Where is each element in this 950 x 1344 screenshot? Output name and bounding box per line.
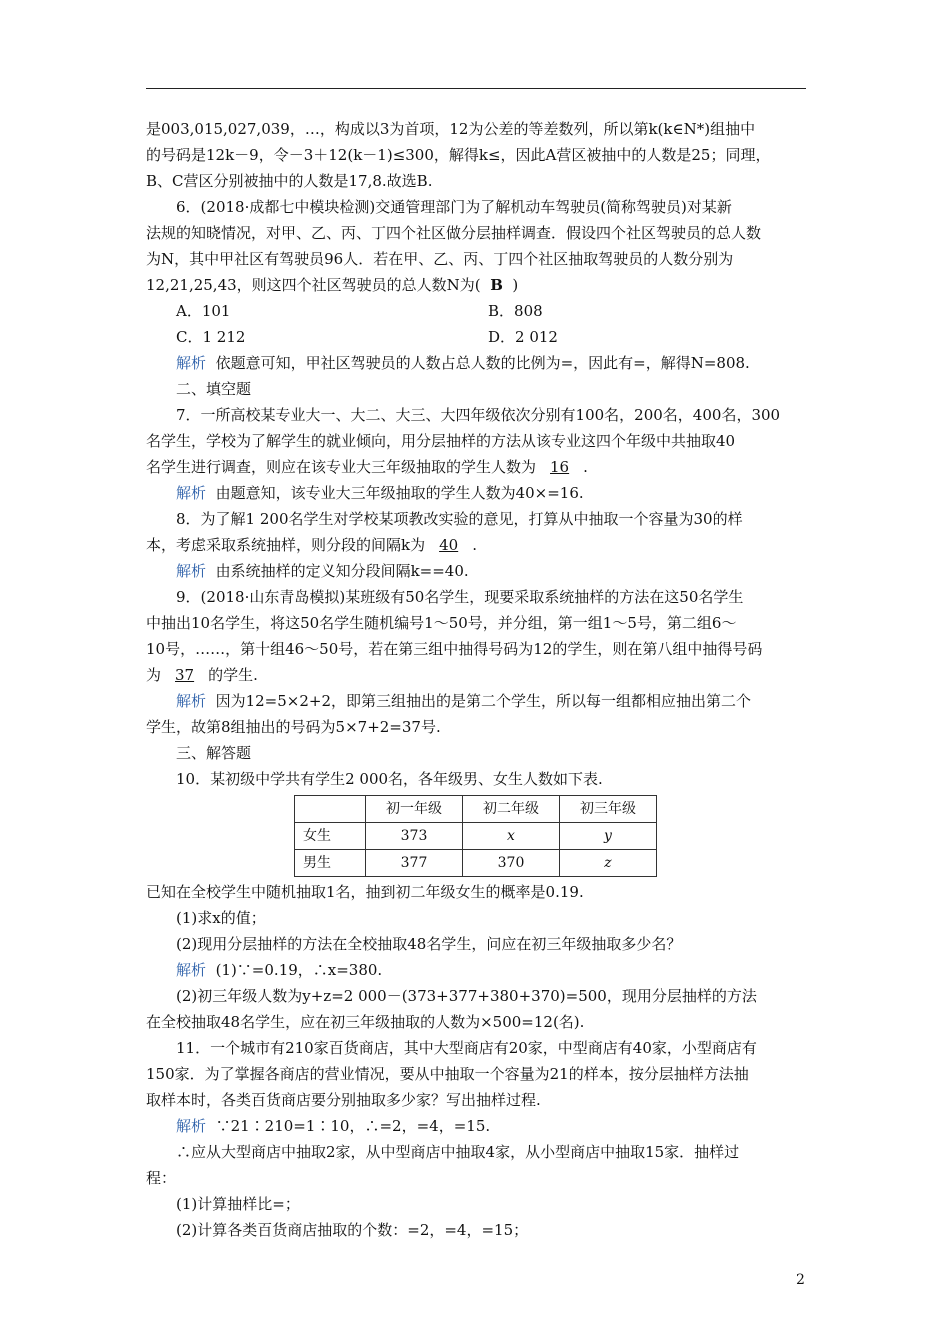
question-9: 9．(2018·山东青岛模拟)某班级有50名学生，现要采取系统抽样的方法在这50名学生 [176, 588, 744, 606]
solution-text: 依题意可知，甲社区驾驶员的人数占总人数的比例为=，因此有=，解得N=808. [215, 354, 750, 372]
text-span: 本，考虑采取系统抽样，则分段的间隔k为 [146, 536, 426, 554]
table-cell: x [463, 823, 560, 850]
text-span: 的学生. [208, 666, 258, 684]
solution-10 [146, 957, 810, 983]
text-line: ∴应从大型商店中抽取2家，从中型商店中抽取4家，从小型商店中抽取15家．抽样过 [176, 1143, 740, 1161]
solution-11 [146, 1113, 810, 1139]
solution-text: 由系统抽样的定义知分段间隔k==40. [215, 562, 469, 580]
text-line: 为N，其中甲社区有驾驶员96人．若在甲、乙、丙、丁四个社区抽取驾驶员的人数分别为 [146, 250, 734, 268]
solution-text: 因为12=5×2+2，即第三组抽出的是第二个学生，所以每一组都相应抽出第二个 [215, 692, 751, 710]
text-line: 取样本时，各类百货商店要分别抽取多少家？写出抽样过程. [146, 1091, 541, 1109]
section-heading: 三、解答题 [176, 744, 252, 762]
table-cell: 男生 [295, 850, 366, 877]
solution-9 [146, 688, 810, 714]
analysis-label: 解析 [176, 562, 207, 580]
text-line [146, 454, 810, 480]
analysis-label: 解析 [176, 484, 207, 502]
table-row [295, 850, 657, 877]
table-header-cell: 初二年级 [463, 796, 560, 823]
page-number: 2 [796, 1272, 805, 1288]
table-cell: 370 [463, 850, 560, 877]
table-header-row [295, 796, 657, 823]
text-line: (1)计算抽样比=； [176, 1195, 300, 1213]
option-c: C．1 212 [176, 328, 246, 346]
text-span: ) [512, 276, 519, 294]
text-line: 在全校抽取48名学生，应在初三年级抽取的人数为×500=12(名). [146, 1013, 585, 1031]
question-10: 10．某初级中学共有学生2 000名，各年级男、女生人数如下表. [176, 770, 603, 788]
text-line: 是003,015,027,039，…，构成以3为首项，12为公差的等差数列，所以第k(k∈N*)组抽中 [146, 120, 756, 138]
text-line [146, 272, 810, 298]
document-body [146, 116, 810, 1243]
question-7: 7．一所高校某专业大一、大二、大三、大四年级依次分别有100名，200名，400名，300 [176, 406, 781, 424]
text-line: (2)初三年级人数为y+z=2 000－(373+377+380+370)=500，现用分层抽样的方法 [176, 987, 757, 1005]
text-line: 学生，故第8组抽出的号码为5×7+2=37号. [146, 718, 441, 736]
option-b: B．808 [488, 302, 543, 320]
option-a: A．101 [176, 302, 231, 320]
text-span: . [583, 458, 588, 476]
table-cell: 373 [366, 823, 463, 850]
text-span: . [472, 536, 477, 554]
answer-8: 40 [439, 536, 459, 554]
answer-9: 37 [175, 666, 195, 684]
answer-6: B [490, 276, 503, 294]
answer-7: 16 [550, 458, 570, 476]
text-line [146, 662, 810, 688]
question-8: 8．为了解1 200名学生对学校某项教改实验的意见，打算从中抽取一个容量为30的样 [176, 510, 743, 528]
text-span: 为 [146, 666, 162, 684]
options-row [146, 298, 810, 324]
solution-6 [146, 350, 810, 376]
text-line: 已知在全校学生中随机抽取1名，抽到初二年级女生的概率是0.19. [146, 883, 584, 901]
text-line: 150家．为了掌握各商店的营业情况，要从中抽取一个容量为21的样本，按分层抽样方法抽 [146, 1065, 749, 1083]
analysis-label: 解析 [176, 1117, 207, 1135]
table-cell [295, 796, 366, 823]
text-span: 12,21,25,43，则这四个社区驾驶员的总人数N为( [146, 276, 481, 294]
table-cell: z [560, 850, 657, 877]
text-span: 名学生进行调查，则应在该专业大三年级抽取的学生人数为 [146, 458, 537, 476]
header-rule [146, 88, 806, 89]
table-header-cell: 初一年级 [366, 796, 463, 823]
text-line: 名学生，学校为了解学生的就业倾向，用分层抽样的方法从该专业这四个年级中共抽取40 [146, 432, 736, 450]
analysis-label: 解析 [176, 961, 207, 979]
text-line: B、C营区分别被抽中的人数是17,8.故选B. [146, 172, 433, 190]
analysis-label: 解析 [176, 354, 207, 372]
solution-text: ∵21∶210=1∶10，∴=2，=4，=15. [215, 1117, 491, 1135]
solution-8 [146, 558, 810, 584]
question-11: 11．一个城市有210家百货商店，其中大型商店有20家，中型商店有40家，小型商店有 [176, 1039, 757, 1057]
section-heading: 二、填空题 [176, 380, 252, 398]
text-line: (1)求x的值； [176, 909, 266, 927]
text-line: 10号，……，第十组46～50号，若在第三组中抽得号码为12的学生，则在第八组中抽得号码 [146, 640, 763, 658]
solution-text: 由题意知，该专业大三年级抽取的学生人数为40×=16. [215, 484, 584, 502]
table-row [295, 823, 657, 850]
question-6: 6．(2018·成都七中模块检测)交通管理部门为了解机动车驾驶员(简称驾驶员)对某新 [176, 198, 732, 216]
text-line [146, 532, 810, 558]
table-cell: y [560, 823, 657, 850]
options-row [146, 324, 810, 350]
text-line: 中抽出10名学生，将这50名学生随机编号1～50号，并分组，第一组1～5号，第二组6～ [146, 614, 737, 632]
text-line: 程： [146, 1169, 177, 1187]
table-cell: 377 [366, 850, 463, 877]
option-d: D．2 012 [488, 328, 558, 346]
grades-table [294, 795, 657, 877]
text-line: 法规的知晓情况，对甲、乙、丙、丁四个社区做分层抽样调查．假设四个社区驾驶员的总人数 [146, 224, 762, 242]
text-line: 的号码是12k－9，令－3＋12(k－1)≤300，解得k≤，因此A营区被抽中的人数是25；同理， [146, 146, 771, 164]
text-line: (2)现用分层抽样的方法在全校抽取48名学生，问应在初三年级抽取多少名？ [176, 935, 682, 953]
solution-text: (1)∵=0.19，∴x=380. [215, 961, 383, 979]
text-line: (2)计算各类百货商店抽取的个数：=2，=4，=15； [176, 1221, 529, 1239]
table-cell: 女生 [295, 823, 366, 850]
analysis-label: 解析 [176, 692, 207, 710]
table-header-cell: 初三年级 [560, 796, 657, 823]
solution-7 [146, 480, 810, 506]
